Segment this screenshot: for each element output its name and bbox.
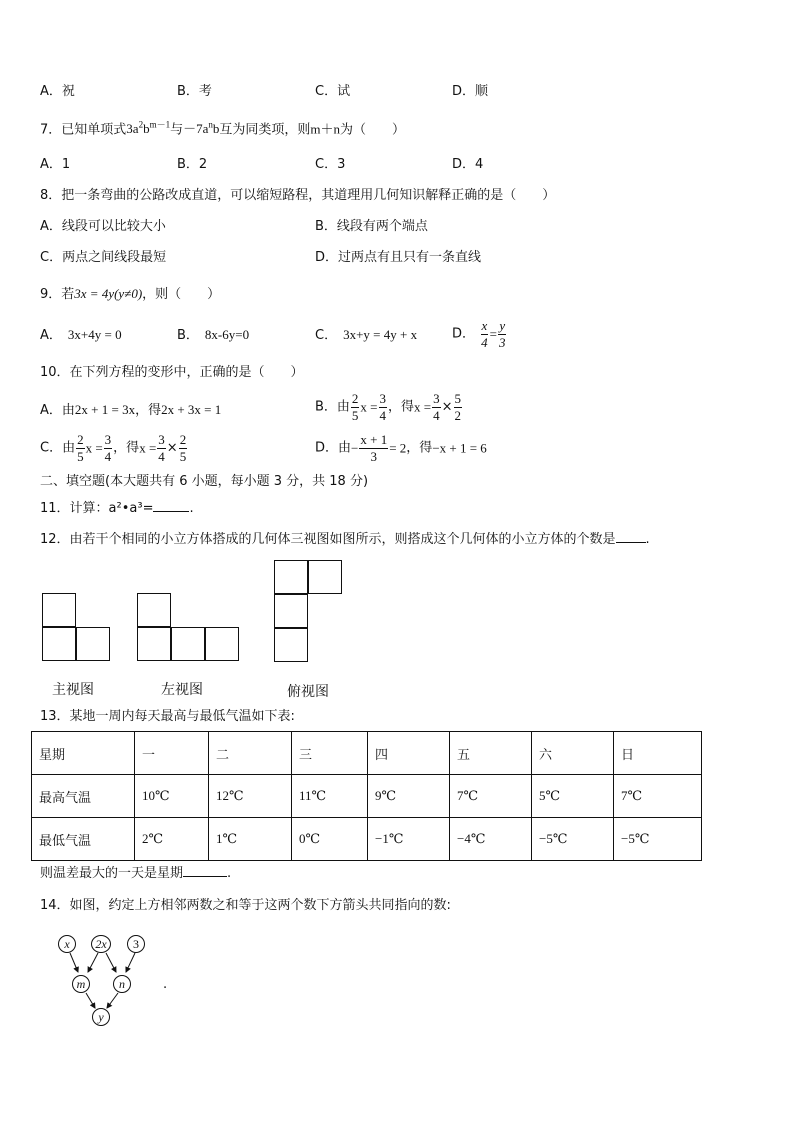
q10-c-mid: ，得: [113, 440, 140, 456]
front-view-cell: [42, 593, 76, 627]
q10-option-b: [315, 392, 463, 422]
q10-c-frac2: $\frac{3}{4}$: [104, 432, 112, 464]
q11-answer-blank[interactable]: [153, 511, 189, 512]
table-cell: 四: [368, 732, 450, 775]
table-cell: 12℃: [209, 775, 292, 818]
q9-option-c-expr: 3x+y = 4y + x: [343, 327, 418, 342]
q10-c-frac4: $\frac{2}{5}$: [179, 432, 187, 464]
left-view-cell: [137, 593, 171, 627]
q10-d-eq: = 2: [389, 440, 407, 456]
q10-c-label: C．由: [40, 440, 76, 456]
q9-option-c: [315, 328, 417, 342]
front-view-cell: [76, 627, 110, 661]
q12: [40, 533, 650, 546]
q10-a-mid: ，得: [135, 403, 162, 418]
table-cell: 10℃: [135, 775, 209, 818]
arrow-m-to-y: [86, 993, 95, 1008]
q7-m1: 3a: [126, 121, 139, 137]
node-3: 3: [127, 935, 145, 953]
q10-option-a: [40, 403, 221, 417]
q14-stem: 14．如图，约定上方相邻两数之和等于这两个数下方箭头共同指向的数:: [40, 898, 451, 913]
q10-a-expr2: 2x + 3x = 1: [161, 402, 222, 417]
q11-text: 11．计算：a²•a³=: [40, 501, 154, 516]
q10-a-label: A．由: [40, 403, 75, 418]
q7-monomial-2: [183, 121, 219, 136]
table-cell: 11℃: [292, 775, 368, 818]
node-x: x: [58, 935, 76, 953]
q8-option-d: D．过两点有且只有一条直线: [315, 250, 482, 265]
q7-stem-a: 7．已知单项式: [40, 122, 127, 138]
q10-d-frac1: $\frac{x + 1}{3}$: [360, 432, 388, 464]
q10-c-frac3: $\frac{3}{4}$: [158, 432, 165, 464]
front-view-label: 主视图: [52, 682, 94, 698]
q10-option-d: [315, 433, 487, 463]
table-cell: 三: [292, 732, 368, 775]
q9-option-c-label: C．: [315, 328, 338, 343]
table-cell: 二: [209, 732, 292, 775]
q8-option-b: B．线段有两个端点: [315, 219, 428, 234]
table-cell: 日: [614, 732, 702, 775]
table-cell: 最低气温: [32, 818, 135, 861]
node-m: m: [72, 975, 90, 993]
top-view-cell: [274, 628, 308, 662]
q7-monomial-1: [126, 121, 170, 136]
q13-tail-end: .: [227, 866, 232, 881]
q10-b-frac2: $\frac{3}{4}$: [379, 391, 387, 423]
q6-option-b: B．考: [177, 84, 212, 99]
top-view-cell: [308, 560, 342, 594]
q7-option-d: D．4: [452, 157, 484, 172]
left-view-label: 左视图: [161, 682, 203, 698]
q12-text: 12．由若干个相同的小立方体搭成的几何体三视图如图所示，则搭成这个几何体的小立方体的个数是: [40, 532, 616, 547]
table-cell: −4℃: [450, 818, 532, 861]
left-view-cell: [137, 627, 171, 661]
q9-option-a-label: A．: [40, 328, 62, 343]
q10-d-res: −x + 1 = 6: [432, 440, 487, 456]
q10-b-times: ×: [441, 399, 453, 415]
arrow-3-to-n: [126, 953, 135, 972]
q10-a-expr1: 2x + 1 = 3x: [74, 402, 136, 417]
node-y: y: [92, 1008, 110, 1026]
arrow-2x-to-n: [106, 953, 116, 972]
q6-option-d: D．顺: [452, 84, 489, 99]
table-cell: 7℃: [450, 775, 532, 818]
table-header-row: [32, 732, 702, 775]
left-view-cell: [171, 627, 205, 661]
q10-b-x: x =: [360, 399, 378, 415]
q7-m2-sup: n: [208, 120, 213, 130]
q8-option-c: C．两点之间线段最短: [40, 250, 167, 265]
table-cell: −5℃: [532, 818, 614, 861]
q7-m2: －7a: [183, 121, 209, 137]
q11: [40, 502, 194, 515]
table-cell: 六: [532, 732, 614, 775]
q8-stem: 8．把一条弯曲的公路改成直道，可以缩短路程，其道理用几何知识解释正确的是（ ）: [40, 188, 556, 203]
q9-stem-b: ，则（ ）: [142, 287, 221, 302]
table-cell: 5℃: [532, 775, 614, 818]
table-cell: 星期: [32, 732, 135, 775]
q7-option-b: B．2: [177, 157, 208, 172]
q9-stem-a: 9．若: [40, 287, 75, 302]
table-row: [32, 775, 702, 818]
q10-b-frac1: $\frac{2}{5}$: [351, 391, 359, 423]
table-cell: 7℃: [614, 775, 702, 818]
q7-stem-b: 与: [170, 122, 184, 138]
q13-stem: 13．某地一周内每天最高与最低气温如下表:: [40, 709, 295, 724]
q7-stem: [40, 121, 405, 136]
q9-option-b-expr: 8x-6y=0: [204, 327, 250, 342]
q9-option-b: [177, 328, 249, 342]
table-cell: 2℃: [135, 818, 209, 861]
table-cell: 最高气温: [32, 775, 135, 818]
section-fill-in-header: 二、填空题(本大题共有 6 小题，每小题 3 分，共 18 分): [40, 474, 369, 489]
q10-c-times: ×: [166, 440, 178, 456]
top-view-label: 俯视图: [287, 684, 329, 700]
table-cell: 9℃: [368, 775, 450, 818]
q6-option-a: A．祝: [40, 84, 75, 99]
q9-stem: [40, 287, 220, 301]
arrow-2x-to-m: [88, 953, 98, 972]
node-n: n: [113, 975, 131, 993]
q10-d-label: D．由: [315, 440, 352, 456]
table-cell: −5℃: [614, 818, 702, 861]
arrow-x-to-m: [70, 953, 78, 972]
q10-d-mid: ，得: [406, 440, 433, 456]
q9-option-d-frac2: $\frac{y}{3}$: [499, 318, 506, 350]
q7-m1-b: b: [143, 121, 150, 137]
q10-b-frac3: $\frac{3}{4}$: [433, 391, 440, 423]
q13-tail-text: 则温差最大的一天是星期: [40, 866, 184, 881]
table-cell: −1℃: [368, 818, 450, 861]
temperature-table: [31, 731, 702, 861]
q10-c-res: x =: [139, 440, 157, 456]
q11-end: .: [189, 501, 194, 516]
table-cell: 五: [450, 732, 532, 775]
q14-end: .: [163, 977, 168, 992]
q7-option-a: A．1: [40, 157, 71, 172]
q7-m1-sup2: m－1: [149, 120, 171, 130]
table-cell: 1℃: [209, 818, 292, 861]
q9-option-d: [452, 319, 508, 349]
q9-option-d-eq: =: [489, 326, 497, 342]
q9-option-a: [40, 328, 122, 342]
q13-tail: [40, 867, 231, 880]
q9-condition: 3x = 4y(y≠0): [74, 286, 143, 301]
q7-stem-d: 为（ ）: [340, 122, 406, 138]
left-view-cell: [205, 627, 239, 661]
q10-b-res: x =: [414, 399, 432, 415]
q7-m1-sup1: 2: [138, 120, 144, 130]
q10-c-frac1: $\frac{2}{5}$: [77, 432, 84, 464]
q10-stem: 10．在下列方程的变形中，正确的是（ ）: [40, 365, 304, 380]
q10-c-x: x =: [85, 440, 103, 456]
q10-option-c: [40, 433, 188, 463]
q13-answer-blank[interactable]: [183, 876, 227, 877]
top-view-cell: [274, 594, 308, 628]
q7-stem-c: 互为同类项，则: [219, 122, 311, 138]
q10-b-label: B．由: [315, 399, 350, 415]
q12-answer-blank[interactable]: [616, 542, 646, 543]
q6-option-c: C．试: [315, 84, 351, 99]
q9-option-b-label: B．: [177, 328, 199, 343]
q8-option-a: A．线段可以比较大小: [40, 219, 166, 234]
top-view-cell: [274, 560, 308, 594]
table-cell: 一: [135, 732, 209, 775]
arrow-n-to-y: [107, 993, 118, 1008]
front-view-cell: [42, 627, 76, 661]
table-row: [32, 818, 702, 861]
node-2x: 2x: [91, 935, 111, 953]
q7-expr: m＋n: [310, 121, 341, 137]
q9-option-a-expr: 3x+4y = 0: [67, 327, 122, 342]
q7-m2-b: b: [212, 121, 220, 137]
q10-d-neg: −: [351, 440, 359, 456]
q9-option-d-label: D．: [452, 326, 476, 342]
q12-end: .: [645, 532, 650, 547]
table-cell: 0℃: [292, 818, 368, 861]
q10-b-frac4: $\frac{5}{2}$: [454, 391, 462, 423]
q7-option-c: C．3: [315, 157, 346, 172]
q9-option-d-frac1: $\frac{x}{4}$: [481, 318, 488, 350]
q10-b-mid: ，得: [388, 399, 415, 415]
